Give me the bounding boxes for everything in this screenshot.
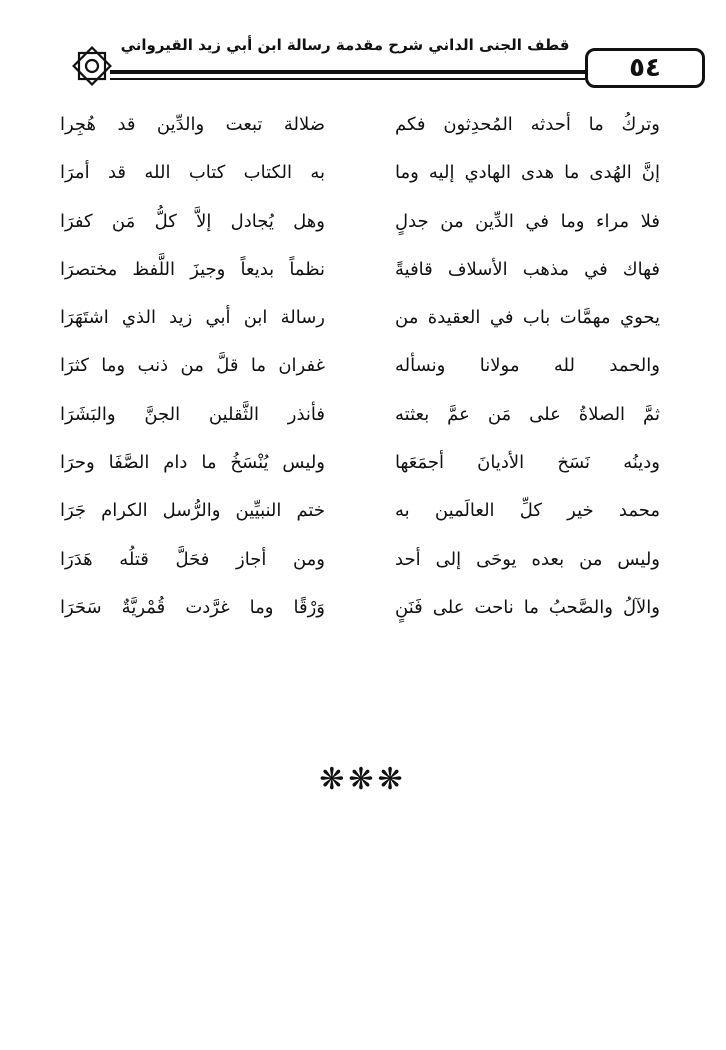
verse-line — [60, 349, 660, 397]
second-hemistich: به الكتاب كتاب الله قد أمرَا — [60, 162, 325, 184]
second-hemistich: وليس يُنْسَخُ ما دام الصَّفَا وحرَا — [60, 452, 325, 474]
second-hemistich: ضلالة تبعت والدِّين قد هُجِرا — [60, 114, 325, 135]
verse-line — [60, 108, 660, 156]
first-hemistich: فلا مراء وما في الدِّين من جدلٍ — [395, 210, 660, 232]
first-hemistich: والحمد لله مولانا ونسأله — [395, 355, 660, 377]
verse-line — [60, 301, 660, 349]
poem — [60, 108, 660, 639]
second-hemistich: نظماً بديعاً وجيزَ اللَّفظ مختصرَا — [60, 258, 325, 280]
verse-line — [60, 205, 660, 253]
section-end-stars: ❋❋❋ — [319, 762, 407, 797]
running-head-title: قطف الجنى الداني شرح مقدمة رسالة ابن أبي زيد القيرواني — [120, 36, 570, 54]
first-hemistich: إنَّ الهُدى ما هدى الهادي إليه وما — [395, 162, 660, 184]
header-rule-thin — [110, 78, 585, 80]
first-hemistich: فهاك في مذهب الأسلاف قافيةً — [395, 258, 660, 280]
first-hemistich: ثمَّ الصلاةُ على مَن عمَّ بعثته — [395, 403, 660, 425]
first-hemistich: والآلُ والصَّحبُ ما ناحت على فَنَنٍ — [395, 596, 660, 618]
first-hemistich: وتركُ ما أحدثه المُحدِثون فكم — [395, 114, 660, 135]
first-hemistich: يحوي مهمَّات باب في العقيدة من — [395, 307, 660, 329]
page-number: ٥٤ — [585, 48, 705, 88]
verse-line — [60, 253, 660, 301]
second-hemistich: ختم النبيِّين والرُّسل الكرام جَرَا — [60, 500, 325, 522]
first-hemistich: وليس من بعده يوحَى إلى أحد — [395, 548, 660, 570]
second-hemistich: ومن أجاز فحَلَّ قتلُه هَدَرَا — [60, 548, 325, 570]
second-hemistich: وهل يُجادل إلاَّ كلُّ مَن كفرَا — [60, 210, 325, 232]
first-hemistich: محمد خير كلِّ العالَمين به — [395, 500, 660, 522]
second-hemistich: رسالة ابن أبي زيد الذي اشتَهَرَا — [60, 307, 325, 329]
verse-line — [60, 156, 660, 204]
verse-line — [60, 446, 660, 494]
header-rule — [110, 70, 585, 74]
star-ornament-icon — [70, 44, 114, 88]
second-hemistich: وَرْقًا وما غرَّدت قُمْريَّةٌ سَحَرَا — [60, 596, 325, 618]
second-hemistich: غفران ما قلَّ من ذنب وما كثرَا — [60, 355, 325, 377]
page-header — [70, 34, 661, 94]
verse-line — [60, 543, 660, 591]
verse-line — [60, 591, 660, 639]
verse-line — [60, 398, 660, 446]
verse-line — [60, 494, 660, 542]
second-hemistich: فأنذر الثَّقلين الجنَّ والبَشَرَا — [60, 403, 325, 425]
first-hemistich: ودينُه نَسَخ الأديانَ أجمَعَها — [395, 452, 660, 474]
